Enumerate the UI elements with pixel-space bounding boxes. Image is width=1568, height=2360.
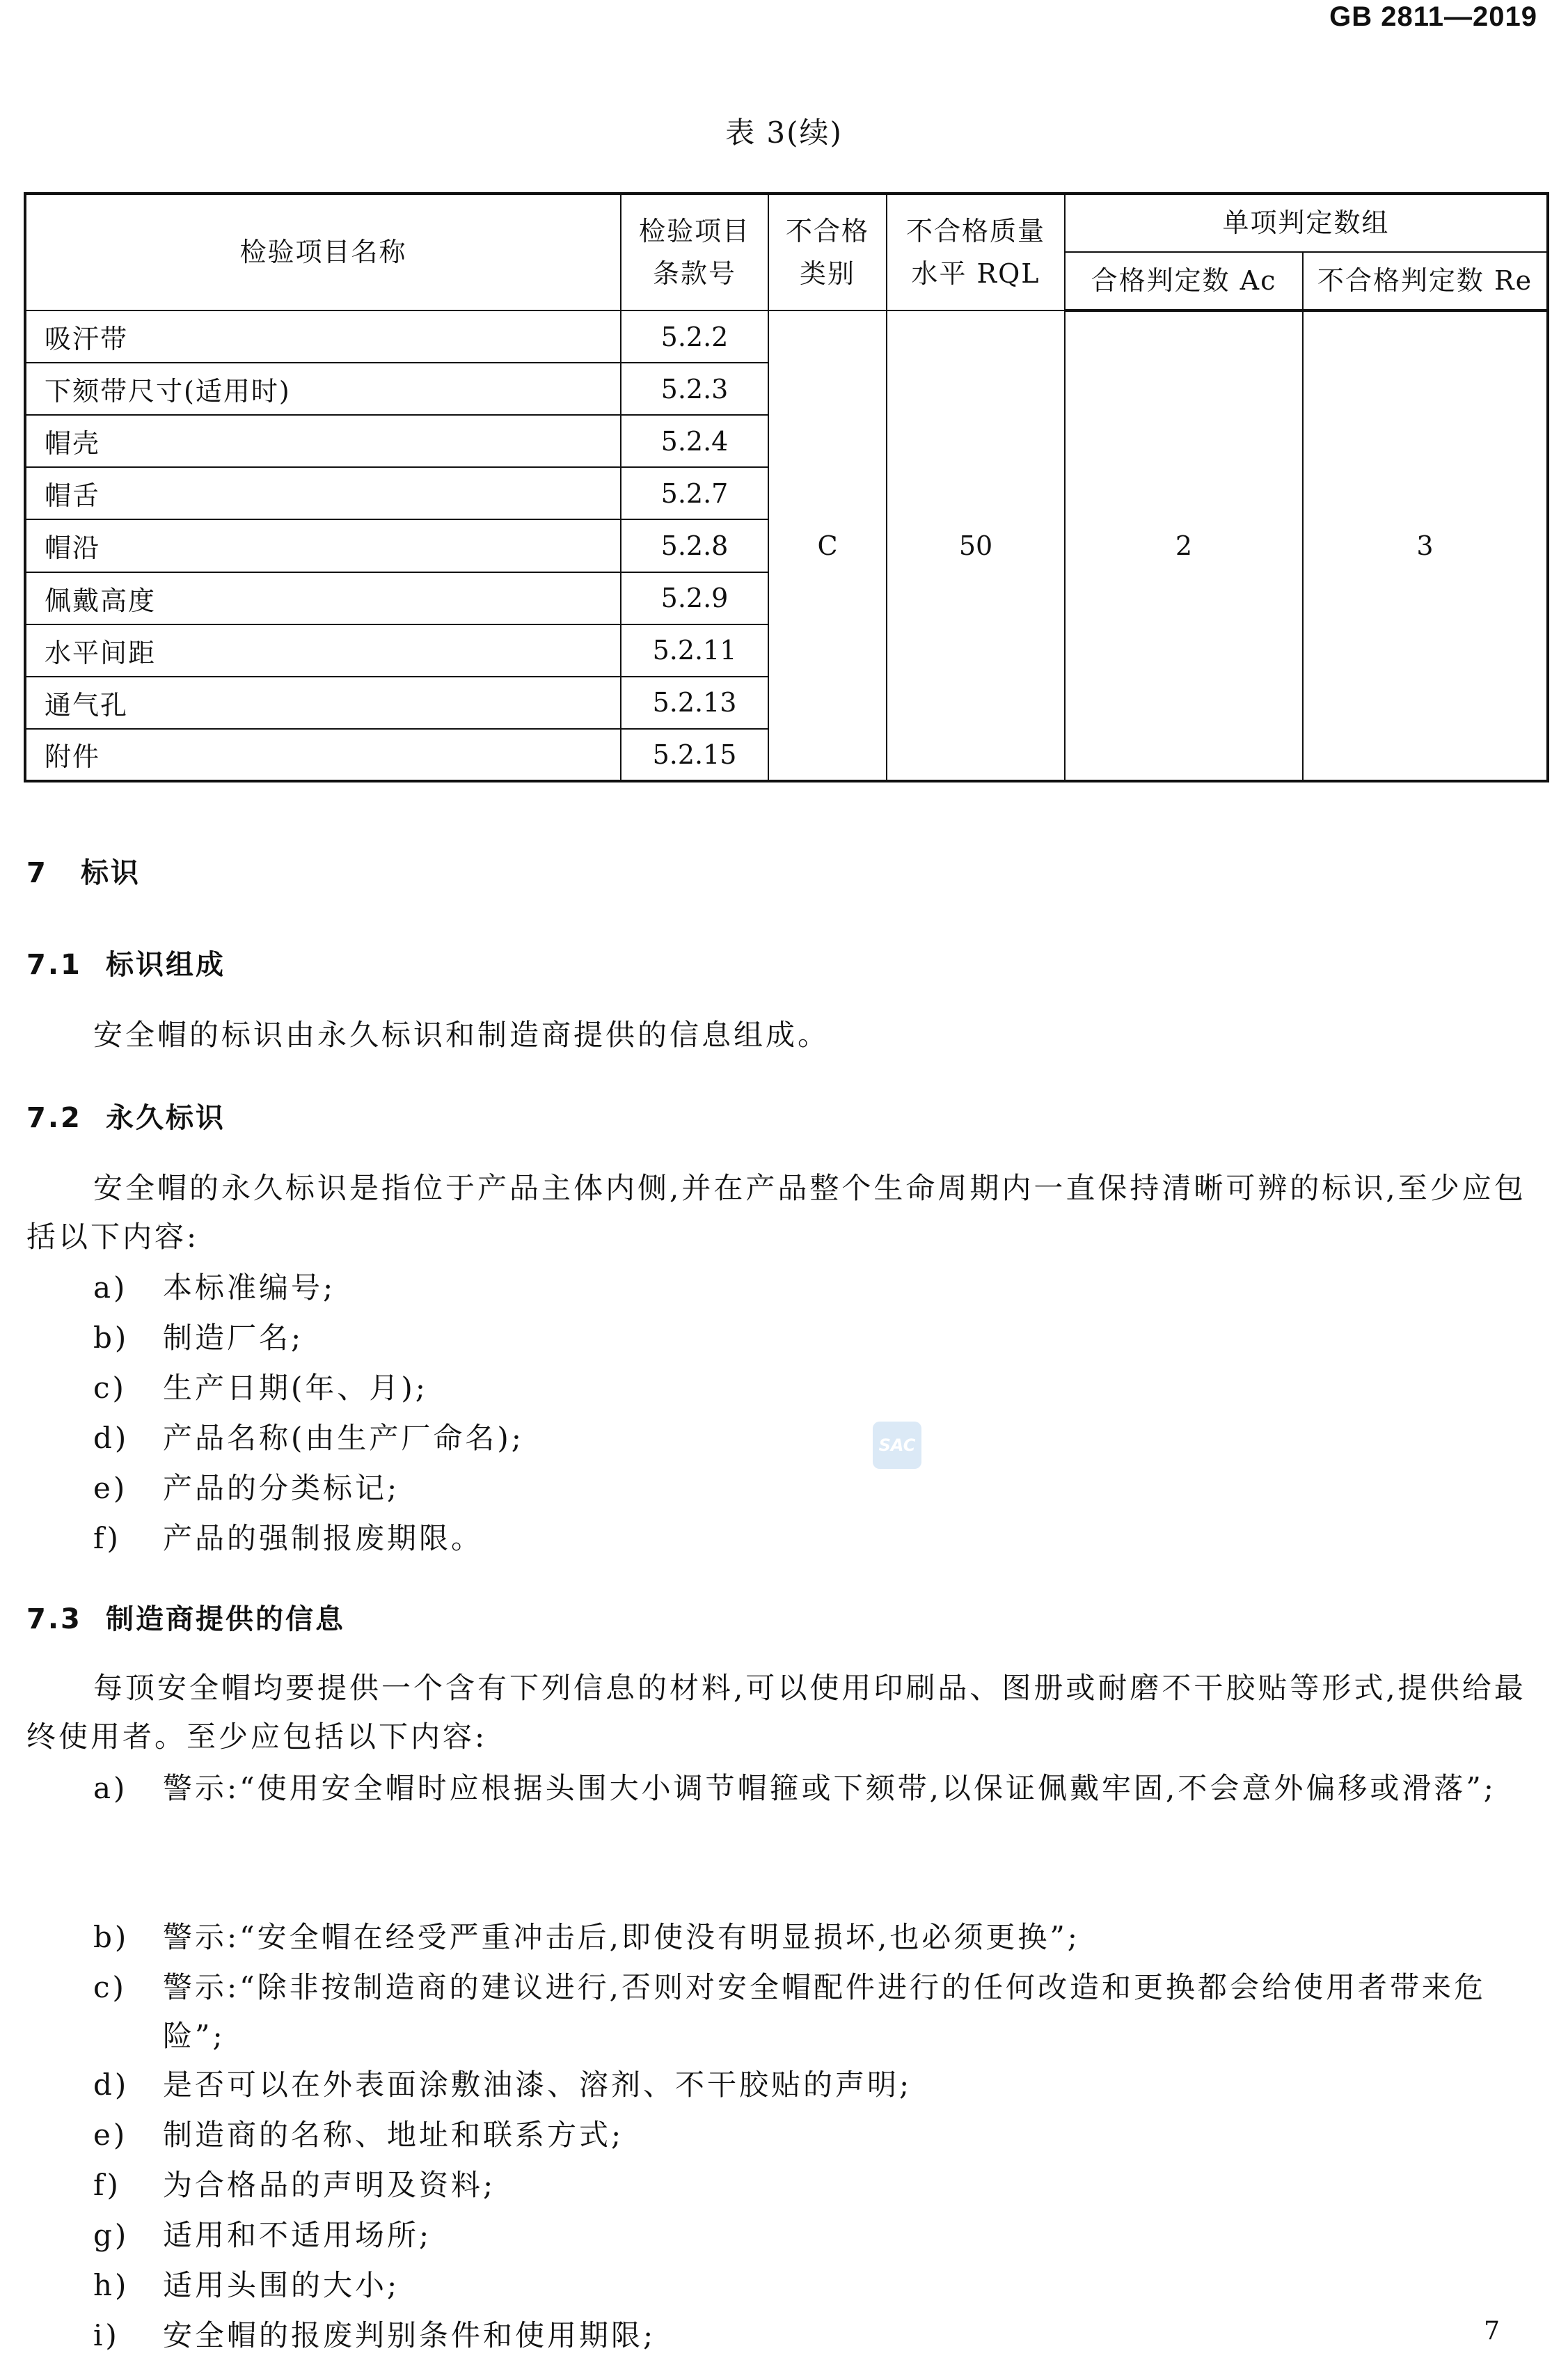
list-text: 产品的分类标记; [163,1471,400,1505]
list-text: 警示:“使用安全帽时应根据头围大小调节帽箍或下颏带,以保证佩戴牢固,不会意外偏移或滑落”; [163,1771,1496,1805]
row-name: 佩戴高度 [25,572,621,624]
list-item [93,1514,1548,1563]
row-name: 帽舌 [25,467,621,519]
section-7-heading [26,851,141,890]
row-clause: 5.2.8 [621,519,768,572]
list-marker: e) [93,1471,128,1505]
list-marker: g) [93,2218,129,2252]
list-text: 本标准编号; [163,1271,336,1305]
list-text: 制造厂名; [163,1321,304,1355]
list-item [93,2061,1548,2109]
section-title: 制造商提供的信息 [106,1603,345,1635]
list-marker: b) [93,1321,129,1355]
header-item-name: 检验项目名称 [25,194,621,310]
list-text: 安全帽的报废判别条件和使用期限; [163,2318,656,2352]
list-item [93,1314,1548,1362]
list-text: 警示:“除非按制造商的建议进行,否则对安全帽配件进行的任何改造和更换都会给使用者带来危险”; [163,1970,1486,2053]
row-name: 水平间距 [25,624,621,677]
header-decision-group: 单项判定数组 [1065,194,1548,252]
section-number: 7 [26,857,48,889]
section-7-2-paragraph: 安全帽的永久标识是指位于产品主体内侧,并在产品整个生命周期内一直保持清晰可辨的标识,至少应包括以下内容: [26,1171,1526,1254]
list-marker: b) [93,1920,129,1954]
list-item [93,2311,1548,2360]
row-clause: 5.2.15 [621,729,768,781]
list-text: 生产日期(年、月); [163,1371,428,1405]
list-marker: c) [93,1371,127,1405]
row-name: 帽沿 [25,519,621,572]
list-text: 警示:“安全帽在经受严重冲击后,即使没有明显损坏,也必须更换”; [163,1920,1080,1954]
list-item [93,1464,1548,1513]
page-number: 7 [1484,2317,1500,2345]
section-7-1-paragraph: 安全帽的标识由永久标识和制造商提供的信息组成。 [93,1018,830,1052]
list-text: 产品的强制报废期限。 [163,1521,484,1555]
list-marker: d) [93,2068,129,2102]
row-clause: 5.2.13 [621,677,768,729]
header-rql: 不合格质量 水平 RQL [887,194,1065,310]
list-marker: f) [93,1521,121,1555]
section-7-2-heading [26,1096,225,1135]
list-text: 适用头围的大小; [163,2268,400,2302]
row-clause: 5.2.7 [621,467,768,519]
list-item [93,1913,1548,1962]
list-marker: a) [93,1771,128,1805]
list-item [93,1963,1548,2061]
list-marker: e) [93,2118,128,2152]
row-clause: 5.2.2 [621,310,768,363]
list-item [93,2111,1548,2160]
re-value: 3 [1303,310,1548,781]
category-value: C [768,310,887,781]
list-marker: h) [93,2268,129,2302]
list-marker: i) [93,2318,120,2352]
section-number: 7.2 [26,1102,82,1134]
section-title: 永久标识 [106,1102,225,1134]
list-item [93,2161,1548,2210]
list-marker: f) [93,2168,121,2202]
row-clause: 5.2.11 [621,624,768,677]
list-item [93,1364,1548,1413]
list-marker: a) [93,1271,128,1305]
section-title: 标识 [81,857,141,889]
row-name: 吸汗带 [25,310,621,363]
list-item [93,2261,1548,2310]
standard-number: GB 2811—2019 [1329,1,1537,32]
section-7-1-heading [26,943,225,982]
row-clause: 5.2.3 [621,363,768,415]
row-name: 帽壳 [25,415,621,467]
header-clause: 检验项目 条款号 [621,194,768,310]
list-marker: d) [93,1421,129,1455]
list-item [93,2211,1548,2260]
list-text: 产品名称(由生产厂命名); [163,1421,524,1455]
ac-value: 2 [1065,310,1303,781]
sac-watermark-logo: SAC [873,1422,921,1469]
list-text: 是否可以在外表面涂敷油漆、溶剂、不干胶贴的声明; [163,2068,912,2102]
row-clause: 5.2.9 [621,572,768,624]
list-text: 为合格品的声明及资料; [163,2168,496,2202]
list-item [93,1764,1548,1813]
row-name: 附件 [25,729,621,781]
section-7-3-heading [26,1597,345,1637]
section-number: 7.3 [26,1603,82,1635]
header-ac: 合格判定数 Ac [1065,252,1303,310]
table-caption: 表 3(续) [725,116,843,150]
row-clause: 5.2.4 [621,415,768,467]
list-marker: c) [93,1970,127,2004]
header-category: 不合格 类别 [768,194,887,310]
list-text: 适用和不适用场所; [163,2218,432,2252]
section-7-3-paragraph: 每顶安全帽均要提供一个含有下列信息的材料,可以使用印刷品、图册或耐磨不干胶贴等形式,提供给最终使用者。至少应包括以下内容: [26,1671,1526,1754]
row-name: 通气孔 [25,677,621,729]
list-item [93,1414,1548,1463]
section-number: 7.1 [26,949,82,981]
list-item [93,1264,1548,1312]
header-re: 不合格判定数 Re [1303,252,1548,310]
section-title: 标识组成 [106,949,225,981]
list-text: 制造商的名称、地址和联系方式; [163,2118,624,2152]
rql-value: 50 [887,310,1065,781]
row-name: 下颏带尺寸(适用时) [25,363,621,415]
inspection-table [24,192,1549,782]
